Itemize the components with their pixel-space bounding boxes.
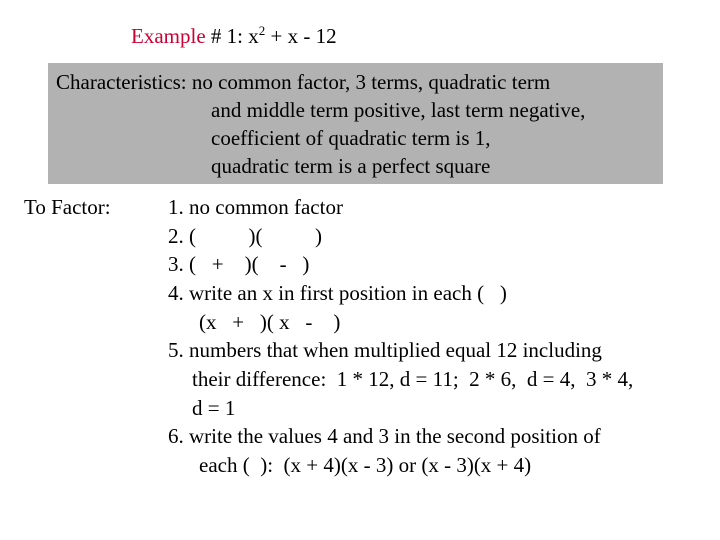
- expression: [248, 24, 336, 48]
- factor-step: 3. ( + )( - ): [168, 252, 310, 276]
- factor-step: 1. no common factor: [168, 195, 343, 219]
- expression-rest: + x - 12: [270, 24, 337, 48]
- factor-step-continuation: their difference: 1 * 12, d = 11; 2 * 6, d = 4, 3 * 4,: [192, 367, 634, 391]
- factor-step: 2. ( )( ): [168, 224, 322, 248]
- expression-base: x: [248, 24, 259, 48]
- example-number: # 1:: [210, 24, 243, 48]
- factor-step: 4. write an x in first position in each ( ): [168, 281, 507, 305]
- characteristics-line: quadratic term is a perfect square: [211, 154, 491, 178]
- characteristics-box: [48, 63, 663, 184]
- factor-step-continuation: d = 1: [192, 396, 236, 420]
- factor-step: 5. numbers that when multiplied equal 12 including: [168, 338, 602, 362]
- characteristics-line: Characteristics: no common factor, 3 terms, quadratic term: [56, 70, 551, 94]
- to-factor-label: To Factor:: [24, 195, 111, 219]
- factor-step-continuation: (x + )( x - ): [199, 310, 341, 334]
- expression-exponent: 2: [258, 23, 266, 38]
- example-title: [131, 24, 337, 49]
- factor-step-continuation: each ( ): (x + 4)(x - 3) or (x - 3)(x + 4): [199, 453, 532, 477]
- characteristics-line: and middle term positive, last term negative,: [211, 98, 586, 122]
- characteristics-line: coefficient of quadratic term is 1,: [211, 126, 491, 150]
- example-label: Example: [131, 24, 206, 48]
- factor-step: 6. write the values 4 and 3 in the second position of: [168, 424, 601, 448]
